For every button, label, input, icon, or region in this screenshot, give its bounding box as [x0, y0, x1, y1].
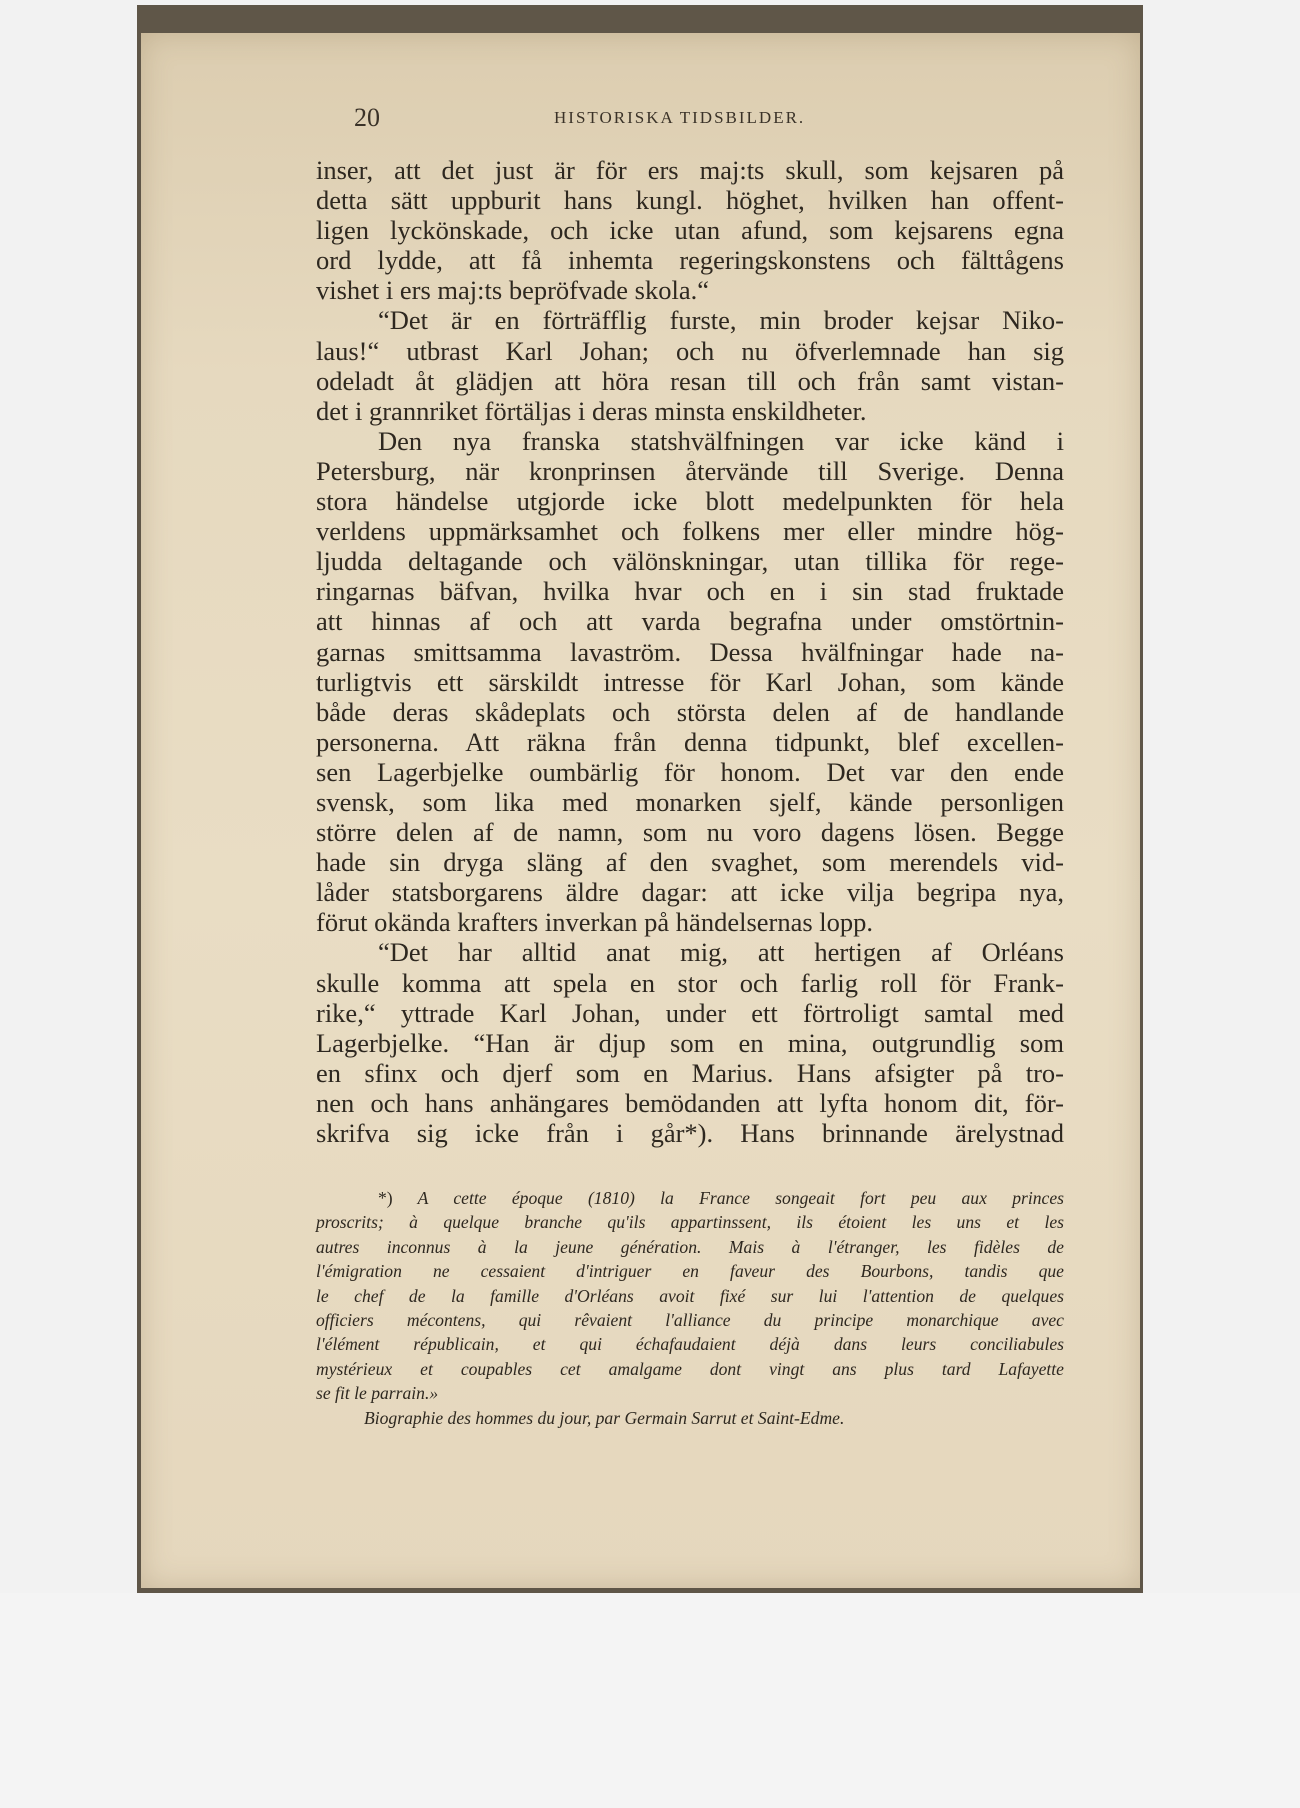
- footnote-line: autres inconnus à la jeune génération. Mais à l'étranger, les fidèles de: [316, 1236, 1064, 1257]
- footnote-line: l'élément républicain, et qui échafaudaient déjà dans leurs conciliabules: [316, 1334, 1064, 1355]
- body-line: inser, att det just är för ers maj:ts skull, som kejsaren på: [316, 155, 1064, 185]
- body-line: stora händelse utgjorde icke blott medelpunkten för hela: [316, 486, 1064, 517]
- body-line: ringarnas bäfvan, hvilka hvar och en i sin stad fruktade: [316, 576, 1064, 607]
- body-line: “Det är en förträfflig furste, min broder kejsar Niko-: [378, 305, 1064, 336]
- body-line: detta sätt uppburit hans kungl. höghet, hvilken han offent-: [316, 185, 1064, 216]
- body-line: Petersburg, när kronprinsen återvände till Sverige. Denna: [316, 455, 1064, 486]
- footnote: [316, 1186, 1064, 1430]
- footnote-marker: *): [378, 1188, 393, 1208]
- footnote-line: le chef de la famille d'Orléans avoit fixé sur lui l'attention de quelques: [316, 1285, 1064, 1306]
- footnote-line: l'émigration ne cessaient d'intriguer en faveur des Bourbons, tandis que: [316, 1261, 1064, 1282]
- body-line: verldens uppmärksamhet och folkens mer eller mindre hög-: [316, 516, 1064, 547]
- body-line: ljudda deltagande och välönskningar, utan tillika för rege-: [316, 546, 1064, 577]
- body-line: odeladt åt glädjen att höra resan till och från samt vistan-: [316, 365, 1064, 396]
- body-line: ord lydde, att få inhemta regeringskonstens och fälttågens: [316, 245, 1064, 276]
- body-line: turligtvis ett särskildt intresse för Karl Johan, som kände: [316, 666, 1064, 697]
- body-text: [316, 155, 1064, 1148]
- body-line: nen och hans anhängares bemödanden att lyfta honom dit, för-: [316, 1087, 1064, 1118]
- body-line: garnas smittsamma lavaström. Dessa hvälfningar hade na-: [316, 636, 1064, 667]
- footnote-line: proscrits; à quelque branche qu'ils appartinssent, ils étoient les uns et les: [316, 1212, 1064, 1233]
- body-line: Lagerbjelke. “Han är djup som en mina, outgrundlig som: [316, 1027, 1064, 1058]
- body-line: rike,“ yttrade Karl Johan, under ett förtroligt samtal med: [316, 997, 1064, 1028]
- footnote-first-text: A cette époque (1810) la France songeait fort peu aux princes: [417, 1188, 1064, 1208]
- running-head: HISTORISKA TIDSBILDER.: [554, 108, 806, 127]
- body-line: “Det har alltid anat mig, att hertigen af Orléans: [378, 937, 1064, 968]
- body-line: vishet i ers maj:ts bepröfvade skola.“: [316, 275, 709, 306]
- scan-margin-right: [1148, 0, 1300, 1593]
- body-line: förut okända krafters inverkan på händelsernas lopp.: [316, 907, 874, 938]
- body-line: att hinnas af och att varda begrafna under omstörtnin-: [316, 606, 1064, 637]
- body-line: laus!“ utbrast Karl Johan; och nu öfverlemnade han sig: [316, 335, 1064, 366]
- body-line: Den nya franska statshvälfningen var icke känd i: [378, 425, 1064, 456]
- footnote-line: [316, 1186, 1064, 1210]
- footnote-line: se fit le parrain.»: [316, 1383, 439, 1404]
- body-line: skulle komma att spela en stor och farlig roll för Frank-: [316, 967, 1064, 998]
- body-line: större delen af de namn, som nu voro dagens lösen. Begge: [316, 817, 1064, 848]
- body-line: sen Lagerbjelke oumbärlig för honom. Det var den ende: [316, 756, 1064, 787]
- body-line: låder statsborgarens äldre dagar: att icke vilja begripa nya,: [316, 877, 1064, 908]
- footnote-line: officiers mécontens, qui rêvaient l'alliance du principe monarchique avec: [316, 1309, 1064, 1330]
- body-line: en sfinx och djerf som en Marius. Hans afsigter på tro-: [316, 1057, 1064, 1088]
- body-line: personerna. Att räkna från denna tidpunkt, blef excellen-: [316, 726, 1064, 757]
- body-line: hade sin dryga släng af den svaghet, som merendels vid-: [316, 847, 1064, 878]
- scan-margin-bottom: [0, 1593, 1300, 1808]
- footnote-line: mystérieux et coupables cet amalgame dont vingt ans plus tard Lafayette: [316, 1358, 1064, 1379]
- body-line: svensk, som lika med monarken sjelf, kände personligen: [316, 786, 1064, 817]
- body-line: både deras skådeplats och största delen af de handlande: [316, 696, 1064, 727]
- body-line: ligen lyckönskade, och icke utan afund, som kejsarens egna: [316, 215, 1064, 246]
- page-number: 20: [354, 103, 380, 132]
- body-line: skrifva sig icke från i går*). Hans brinnande ärelystnad: [316, 1118, 1064, 1148]
- body-line: det i grannriket förtäljas i deras minsta enskildheter.: [316, 395, 867, 426]
- page-header: [354, 103, 1064, 135]
- footnote-source: Biographie des hommes du jour, par Germain Sarrut et Saint-Edme.: [364, 1407, 845, 1428]
